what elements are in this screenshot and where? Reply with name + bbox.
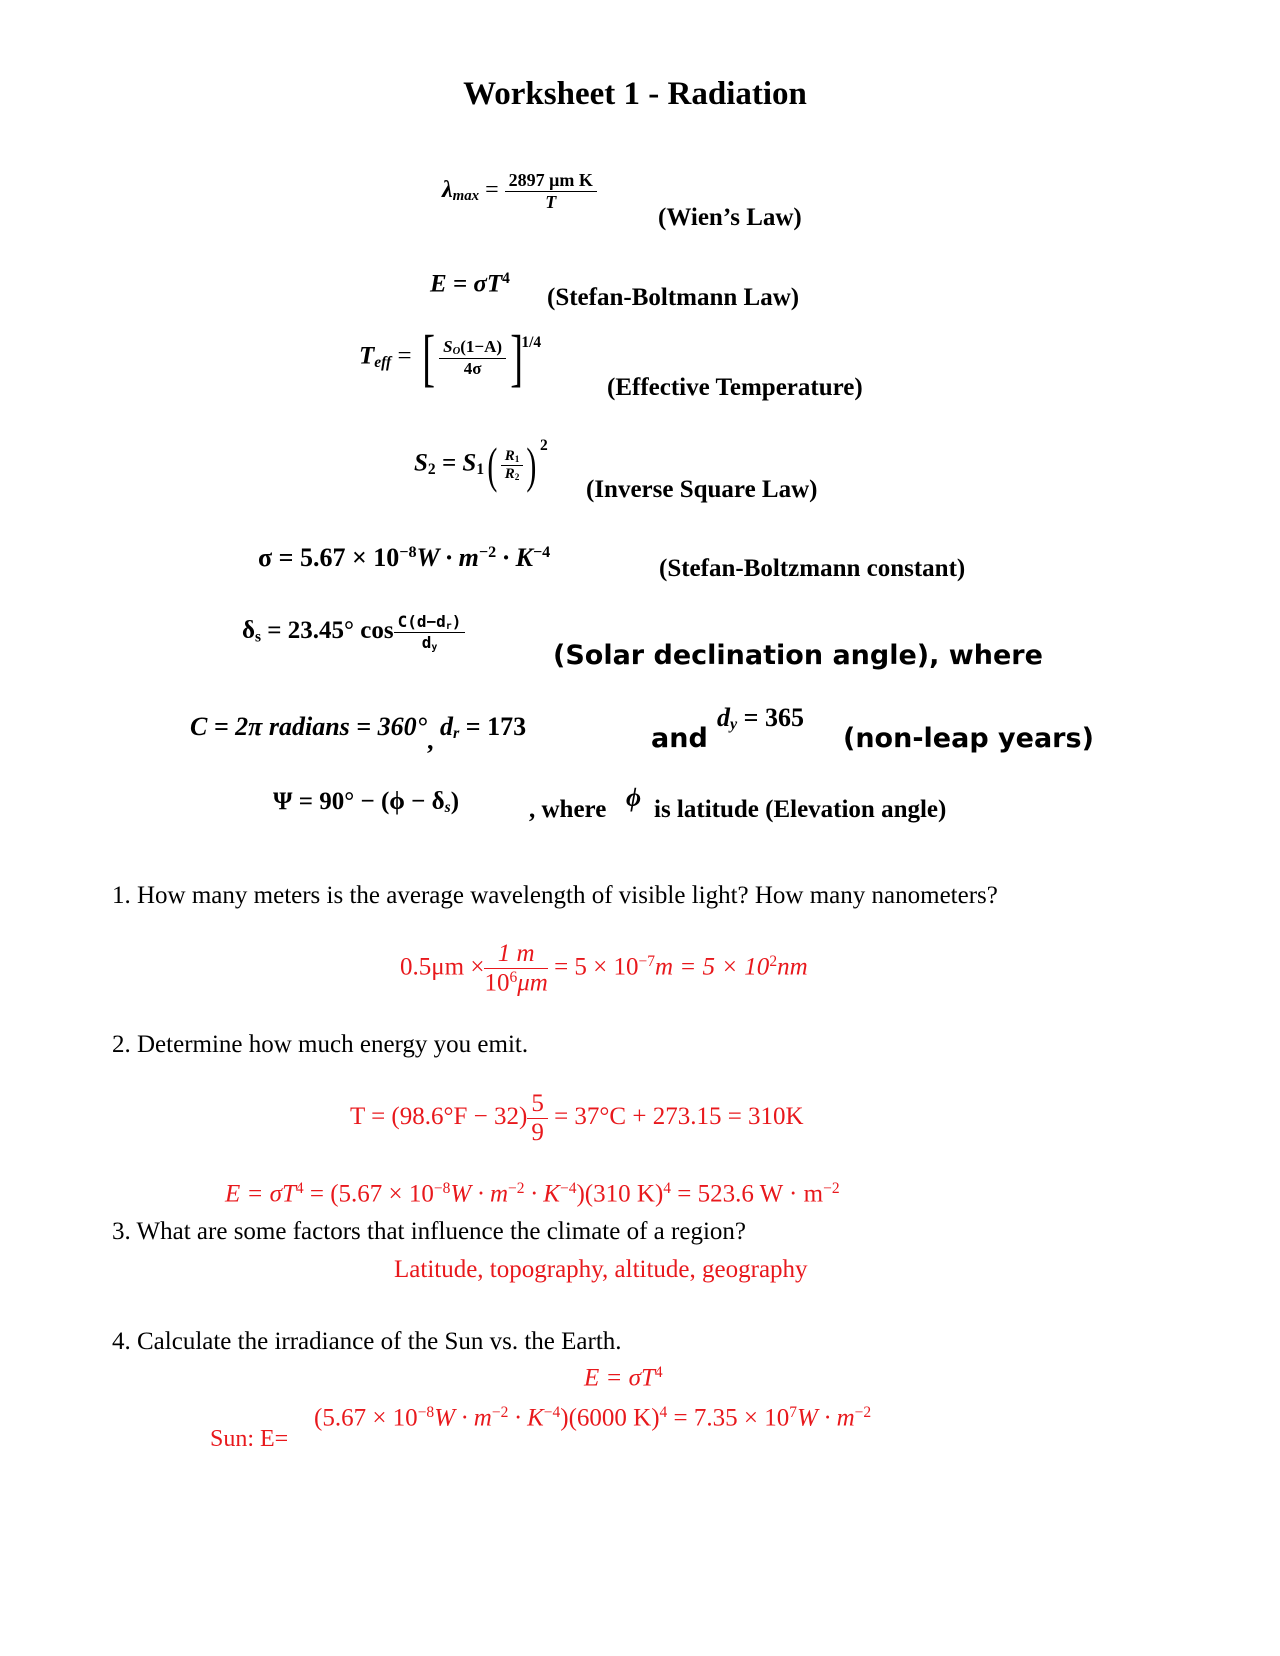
question-4: 4. Calculate the irradiance of the Sun vs. the Earth. [112,1328,622,1355]
teff-lhs-sub: eff [374,353,392,371]
elevation-lhs-sub: s [444,799,451,817]
answer-3: Latitude, topography, altitude, geography [394,1256,808,1283]
teff-exp: 1/4 [521,334,542,352]
answer-2-e-e6: −2 [823,1180,840,1197]
sigma-e2: −2 [478,544,497,562]
page-title: Worksheet 1 - Radiation [463,76,807,112]
constants-c: C = 2π radians = 360° [190,712,427,741]
teff-eq: = [397,342,412,370]
answer-1-post-a: = 5 × 10 [554,953,639,981]
answer-1-pre: 0.5μm × [400,953,485,981]
answer-4-sun-a: (5.67 × 10 [314,1404,418,1432]
answer-1-den-exp: 6 [509,969,518,986]
answer-2-e-d: · K [524,1180,560,1208]
wien-eq: = [485,177,499,204]
answer-2-e-f: )(310 K) [576,1180,664,1208]
declination-num-end: ) [451,612,462,631]
answer-4-sun-g: W · m [797,1404,855,1432]
sigma-e3: −4 [532,544,551,562]
question-1: 1. How many meters is the average wavelength of visible light? How many nanometers? [112,882,998,909]
elevation-where: , where [529,796,607,823]
constants-dy [717,703,804,734]
inverse-eq: = S [441,449,477,477]
inverse-eq-sub: 1 [476,460,485,478]
stefan-lhs: E = [430,270,468,298]
answer-4-sun-label: Sun: E= [210,1426,289,1452]
answer-2-temperature [350,1090,804,1147]
wien-denominator: T [545,192,557,212]
answer-4-sun-e3: −4 [543,1404,561,1421]
inverse-num: R [504,447,515,464]
answer-2-e-g: = 523.6 W · m [671,1180,824,1208]
answer-4-sun-e2: −2 [491,1404,509,1421]
constants-dr-sub: r [452,725,460,743]
sigma-mid: W · m [416,543,479,572]
elevation-lhs-end: ) [450,788,460,815]
declination-formula [242,612,465,653]
wien-formula [442,170,597,213]
constants-comma: , [426,726,434,755]
inverse-fraction [501,448,524,483]
answer-2-e-e4: −4 [559,1180,577,1197]
inverse-den: R [504,465,515,482]
answer-4-sun [314,1404,871,1433]
elevation-label: is latitude (Elevation angle) [654,796,947,823]
constants-dy-sub: y [730,716,738,734]
answer-1-post-c: nm [777,953,808,981]
teff-fraction [439,337,506,378]
stefan-rhs: σT [473,270,503,298]
teff-den: 4σ [463,358,482,378]
stefan-label: (Stefan-Boltmann Law) [547,284,800,311]
answer-2-e-e1: 4 [295,1180,304,1197]
inverse-formula [414,437,548,493]
wien-label: (Wien’s Law) [658,204,802,231]
question-3: 3. What are some factors that influence the climate of a region? [112,1218,746,1245]
answer-1 [400,940,808,998]
answer-1-den-b: μm [517,969,548,997]
declination-num: C(d−d [397,612,446,631]
declination-fraction [394,612,466,653]
teff-num-rest: (1−A) [460,337,503,357]
teff-num: S [443,337,453,357]
stefan-exp: 4 [502,270,510,287]
declination-den: d [421,632,432,652]
constants-formula [190,712,527,755]
inverse-num-sub: 1 [514,454,520,465]
answer-2-energy [225,1180,840,1209]
answer-4-formula [584,1364,663,1393]
constants-dr: d [439,712,453,741]
wien-lhs-sub: max [452,187,480,204]
answer-2-e-a: E = σT [225,1180,296,1208]
declination-den-sub: y [431,641,438,653]
declination-num-sub: r [445,620,452,632]
wien-lhs: λ [442,177,453,204]
answer-2-t-pre: T = (98.6°F − 32) [350,1103,528,1131]
elevation-formula [273,788,459,817]
constants-dr-val: = 173 [459,712,527,741]
answer-1-post-exp2: 2 [769,952,778,970]
answer-2-e-e2: −8 [433,1180,451,1197]
answer-1-post-b: m = 5 × 10 [655,953,770,981]
answer-2-e-e5: 4 [663,1180,672,1197]
teff-formula [359,322,542,393]
declination-eq: = 23.45° cos [267,617,394,645]
teff-open-bracket: [ [422,322,435,393]
answer-1-fraction [484,940,547,998]
answer-2-t-den: 9 [531,1119,544,1146]
wien-fraction [505,170,597,213]
teff-num-sub: O [452,346,461,358]
constants-dy-letter: d [717,703,730,732]
elevation-lhs: Ψ = 90° − (ϕ − δ [273,788,445,815]
wien-numerator: 2897 μm K [505,170,597,192]
answer-4-sun-e4: 4 [659,1404,668,1421]
answer-4-sun-c: · K [508,1404,544,1432]
sigma-label: (Stefan-Boltzmann constant) [659,555,966,582]
answer-2-e-e3: −2 [508,1180,525,1197]
answer-1-num: 1 m [484,940,547,969]
sigma-expr: σ = 5.67 × 10 [258,543,400,572]
inverse-den-sub: 2 [514,472,520,483]
elevation-phi: ϕ [626,783,642,812]
answer-1-den-a: 10 [484,969,510,997]
constants-and: and [651,723,708,754]
inverse-close-paren: ) [526,437,537,493]
answer-1-post-exp1: −7 [638,952,656,970]
inverse-lhs: S [414,449,428,477]
teff-close-bracket: ] [510,322,524,393]
answer-2-t-fraction [527,1090,548,1147]
inverse-lhs-sub: 2 [427,460,436,478]
inverse-label: (Inverse Square Law) [586,476,818,503]
inverse-exp: 2 [540,437,548,455]
answer-4-sun-d: )(6000 K) [560,1404,660,1432]
answer-4-formula-e: 4 [654,1364,663,1381]
declination-lhs-sub: s [254,628,262,646]
answer-4-sun-e6: −2 [854,1404,872,1421]
teff-label: (Effective Temperature) [607,374,863,401]
answer-2-t-num: 5 [527,1090,548,1119]
answer-4-formula-a: E = σT [584,1364,655,1392]
stefan-formula [430,270,510,299]
declination-label: (Solar declination angle), where [553,640,1043,671]
answer-2-e-c: W · m [450,1180,509,1208]
answer-4-sun-f: = 7.35 × 10 [667,1404,790,1432]
answer-2-e-b: = (5.67 × 10 [303,1180,434,1208]
teff-lhs: T [359,342,375,370]
sigma-formula [258,543,550,573]
answer-4-sun-b: W · m [434,1404,492,1432]
sigma-e1: −8 [399,544,417,562]
constants-dy-val: = 365 [737,703,804,732]
constants-label: (non-leap years) [843,723,1094,754]
answer-2-t-post: = 37°C + 273.15 = 310K [554,1103,804,1131]
answer-4-sun-e1: −8 [417,1404,435,1421]
declination-lhs: δ [242,617,255,645]
question-2: 2. Determine how much energy you emit. [112,1031,529,1058]
inverse-open-paren: ( [487,437,498,493]
answer-4-sun-e5: 7 [789,1404,797,1421]
sigma-k: · K [496,543,533,572]
